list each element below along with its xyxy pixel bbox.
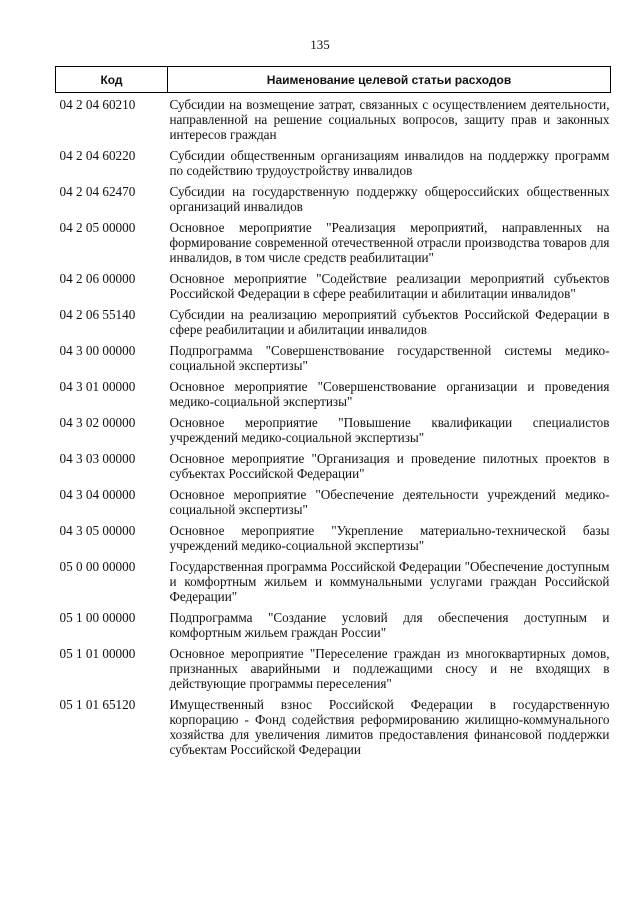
row-code: 04 3 04 00000 <box>59 487 136 502</box>
row-name: Субсидии на возмещение затрат, связанных с осуществлением деятельности, направленной на решение социальных вопросов, защиту прав и законных интересов граждан <box>169 97 610 142</box>
row-name: Подпрограмма "Совершенствование государственной системы медико-социальной экспертизы" <box>169 343 610 373</box>
row-code: 04 2 05 00000 <box>59 220 136 235</box>
table-row <box>56 412 611 448</box>
row-code: 04 3 00 00000 <box>59 343 136 358</box>
row-code: 04 3 01 00000 <box>59 379 136 394</box>
table-row <box>56 145 611 181</box>
table-row <box>56 93 611 146</box>
table-row <box>56 376 611 412</box>
header-name: Наименование целевой статьи расходов <box>168 67 611 93</box>
table-row <box>56 304 611 340</box>
row-code: 04 3 02 00000 <box>59 415 136 430</box>
table-header-row <box>56 67 611 93</box>
row-name: Субсидии на реализацию мероприятий субъектов Российской Федерации в сфере реабилитации и абилитации инвалидов <box>169 307 610 337</box>
row-name: Субсидии общественным организациям инвалидов на поддержку программ по содействию трудоустройству инвалидов <box>169 148 610 178</box>
table-row <box>56 643 611 694</box>
table-row <box>56 694 611 760</box>
table-row <box>56 484 611 520</box>
row-name: Государственная программа Российской Федерации "Обеспечение доступным и комфортным жильем и коммунальными услугами граждан Российской Федерации" <box>169 559 610 604</box>
table-row <box>56 607 611 643</box>
table-row <box>56 520 611 556</box>
row-name: Подпрограмма "Создание условий для обеспечения доступным и комфортным жильем граждан России" <box>169 610 610 640</box>
row-name: Субсидии на государственную поддержку общероссийских общественных организаций инвалидов <box>169 184 610 214</box>
row-code: 05 0 00 00000 <box>59 559 136 574</box>
table-row <box>56 217 611 268</box>
row-code: 05 1 00 00000 <box>59 610 136 625</box>
row-name: Основное мероприятие "Реализация мероприятий, направленных на формирование современной отечественной отрасли производства товаров для инвалидов, в том числе средств реабилитации" <box>169 220 610 265</box>
row-code: 04 3 05 00000 <box>59 523 136 538</box>
row-code: 05 1 01 00000 <box>59 646 136 661</box>
row-name: Основное мероприятие "Организация и проведение пилотных проектов в субъектах Российской Федерации" <box>169 451 610 481</box>
row-name: Основное мероприятие "Обеспечение деятельности учреждений медико-социальной экспертизы" <box>169 487 610 517</box>
table-row <box>56 268 611 304</box>
table-row <box>56 181 611 217</box>
table-row <box>56 448 611 484</box>
table-row <box>56 340 611 376</box>
row-name: Основное мероприятие "Повышение квалификации специалистов учреждений медико-социальной экспертизы" <box>169 415 610 445</box>
row-code: 05 1 01 65120 <box>59 697 136 712</box>
row-name: Основное мероприятие "Укрепление материально-технической базы учреждений медико-социальной экспертизы" <box>169 523 610 553</box>
row-code: 04 3 03 00000 <box>59 451 136 466</box>
row-code: 04 2 06 55140 <box>59 307 136 322</box>
row-name: Основное мероприятие "Совершенствование организации и проведения медико-социальной экспертизы" <box>169 379 610 409</box>
header-code: Код <box>56 67 168 93</box>
row-name: Основное мероприятие "Содействие реализации мероприятий субъектов Российской Федерации в сфере реабилитации и абилитации инвалидов" <box>169 271 610 301</box>
row-name: Имущественный взнос Российской Федерации в государственную корпорацию - Фонд содействия реформированию жилищно-коммунального хозяйства для увеличения лимитов предоставления финансовой поддержки субъектам Российской Федерации <box>169 697 610 757</box>
row-code: 04 2 04 60220 <box>59 148 136 163</box>
table-row <box>56 556 611 607</box>
page-number: 135 <box>310 37 330 52</box>
row-code: 04 2 04 60210 <box>59 97 136 112</box>
row-code: 04 2 06 00000 <box>59 271 136 286</box>
row-name: Основное мероприятие "Переселение граждан из многоквартирных домов, признанных аварийными и подлежащими сносу и не входящих в действующие программы переселения" <box>169 646 610 691</box>
budget-classification-table <box>55 66 611 760</box>
row-code: 04 2 04 62470 <box>59 184 136 199</box>
